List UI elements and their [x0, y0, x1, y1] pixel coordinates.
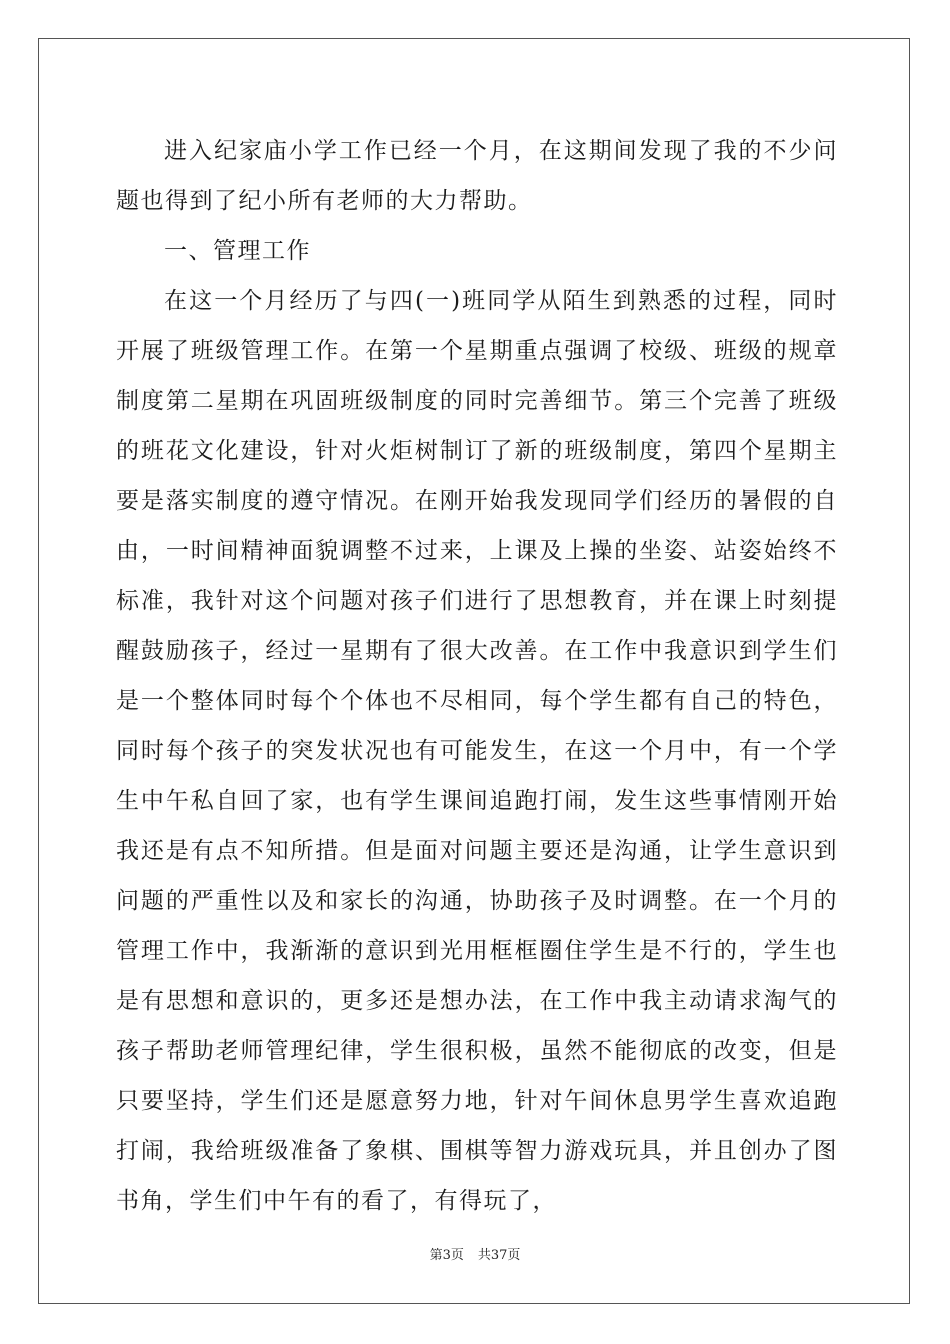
- page-number: 第3页: [429, 1248, 464, 1263]
- page-footer: [0, 1244, 950, 1263]
- document-body: [116, 126, 838, 1226]
- section-heading: 一、管理工作: [164, 238, 311, 264]
- paragraph-intro: 进入纪家庙小学工作已经一个月，在这期间发现了我的不少问题也得到了纪小所有老师的大力帮助。: [116, 138, 838, 214]
- paragraph-management: 在这一个月经历了与四(一)班同学从陌生到熟悉的过程，同时开展了班级管理工作。在第一个星期重点强调了校级、班级的规章制度第二星期在巩固班级制度的同时完善细节。第三个完善了班级的班花文化建设，针对火炬树制订了新的班级制度，第四个星期主要是落实制度的遵守情况。在刚开始我发现同学们经历的暑假的自由，一时间精神面貌调整不过来，上课及上操的坐姿、站姿始终不标准，我针对这个问题对孩子们进行了思想教育，并在课上时刻提醒鼓励孩子，经过一星期有了很大改善。在工作中我意识到学生们是一个整体同时每个个体也不尽相同，每个学生都有自己的特色，同时每个孩子的突发状况也有可能发生，在这一个月中，有一个学生中午私自回了家，也有学生课间追跑打闹，发生这些事情刚开始我还是有点不知所措。但是面对问题主要还是沟通，让学生意识到问题的严重性以及和家长的沟通，协助孩子及时调整。在一个月的管理工作中，我渐渐的意识到光用框框圈住学生是不行的，学生也是有思想和意识的，更多还是想办法，在工作中我主动请求淘气的孩子帮助老师管理纪律，学生很积极，虽然不能彻底的改变，但是只要坚持，学生们还是愿意努力地，针对午间休息男学生喜欢追跑打闹，我给班级准备了象棋、围棋等智力游戏玩具，并且创办了图书角，学生们中午有的看了，有得玩了，: [116, 288, 838, 1214]
- page-total: 共37页: [477, 1248, 521, 1263]
